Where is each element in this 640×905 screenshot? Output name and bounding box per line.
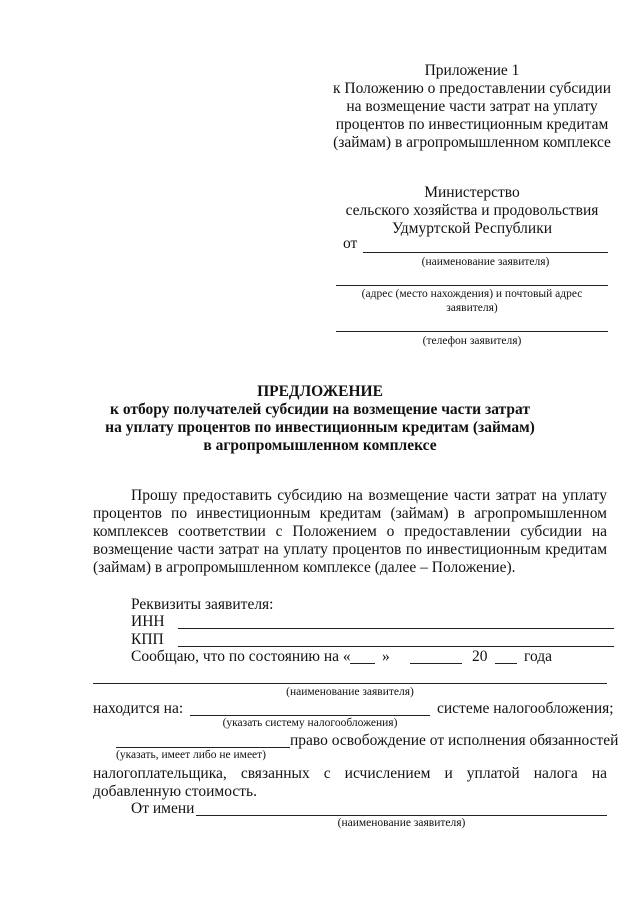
caption-tax-system: (указать систему налогообложения) bbox=[222, 717, 398, 729]
addressee-line-2: сельского хозяйства и продовольствия bbox=[345, 202, 599, 219]
kpp-field[interactable] bbox=[178, 646, 614, 647]
appendix-line-2: к Положению о предоставлении субсидии bbox=[332, 80, 611, 97]
caption-applicant-name: (наименование заявителя) bbox=[421, 256, 550, 268]
paragraph-line-5: (займам) в агропромышленном комплексе (далее – Положение). bbox=[93, 559, 516, 576]
paragraph-line-2: процентов по инвестиционным кредитам (займам) в агропромышленном bbox=[93, 505, 607, 522]
exemption-field[interactable] bbox=[116, 747, 290, 748]
addressee-line-1: Министерство bbox=[424, 184, 520, 201]
paragraph-line-4: возмещение части затрат на уплату процентов по инвестиционным кредитам bbox=[93, 541, 607, 558]
inn-label: ИНН bbox=[131, 613, 165, 630]
caption-address: (адрес (место нахождения) и почтовый адрес bbox=[361, 288, 583, 300]
paragraph-line-1: Прошу предоставить субсидию на возмещение части затрат на уплату bbox=[131, 487, 607, 504]
document-title: ПРЕДЛОЖЕНИЕ bbox=[257, 383, 383, 400]
document-subtitle-3: в агропромышленном комплексе bbox=[203, 437, 437, 454]
appendix-line-4: процентов по инвестиционным кредитам bbox=[335, 116, 609, 133]
applicant-name-line[interactable] bbox=[363, 252, 608, 253]
exemption-text: право освобождение от исполнения обязанностей bbox=[290, 732, 619, 749]
caption-phone: (телефон заявителя) bbox=[422, 335, 522, 347]
appendix-line-5: (займам) в агропромышленном комплексе bbox=[333, 134, 611, 151]
kpp-label: КПП bbox=[131, 631, 164, 648]
report-date-prefix: Сообщаю, что по состоянию на « bbox=[131, 648, 351, 665]
located-on-label: находится на: bbox=[93, 700, 184, 717]
addressee-line-3: Удмуртской Республики bbox=[391, 220, 553, 237]
caption-has-exemption: (указать, имеет либо не имеет) bbox=[116, 749, 267, 761]
document-subtitle-2: на уплату процентов по инвестиционным кредитам (займам) bbox=[105, 419, 535, 436]
applicant-phone-line[interactable] bbox=[336, 331, 608, 332]
on-behalf-field[interactable] bbox=[196, 815, 607, 816]
caption-report-applicant: (наименование заявителя) bbox=[286, 686, 414, 698]
requisites-label: Реквизиты заявителя: bbox=[131, 596, 274, 613]
paragraph-line-3: комплексев соответствии с Положением о предоставлении субсидии на bbox=[93, 523, 607, 540]
taxpayer-line-2: добавленную стоимость. bbox=[93, 783, 257, 800]
taxpayer-line-1: налогоплательщика, связанных с исчислением и уплатой налога на bbox=[93, 765, 607, 782]
document-subtitle-1: к отбору получателей субсидии на возмещение части затрат bbox=[110, 401, 530, 418]
appendix-line-3: на возмещение части затрат на уплату bbox=[346, 98, 598, 115]
inn-field[interactable] bbox=[178, 628, 614, 629]
tax-system-field[interactable] bbox=[190, 715, 430, 716]
report-year-field[interactable] bbox=[495, 663, 517, 664]
report-applicant-line[interactable] bbox=[93, 683, 607, 684]
applicant-address-line[interactable] bbox=[336, 285, 608, 286]
caption-address-2: заявителя) bbox=[446, 302, 498, 314]
report-day-field[interactable] bbox=[350, 663, 375, 664]
report-year-prefix: 20 bbox=[472, 648, 488, 665]
report-year-suffix: года bbox=[524, 648, 553, 665]
on-behalf-label: От имени bbox=[131, 800, 195, 817]
tax-system-label: системе налогообложения; bbox=[437, 700, 614, 717]
appendix-line-1: Приложение 1 bbox=[424, 62, 520, 79]
from-label: от bbox=[343, 235, 358, 252]
report-month-field[interactable] bbox=[410, 663, 462, 664]
report-quote-close: » bbox=[382, 648, 390, 665]
caption-on-behalf: (наименование заявителя) bbox=[337, 817, 466, 829]
